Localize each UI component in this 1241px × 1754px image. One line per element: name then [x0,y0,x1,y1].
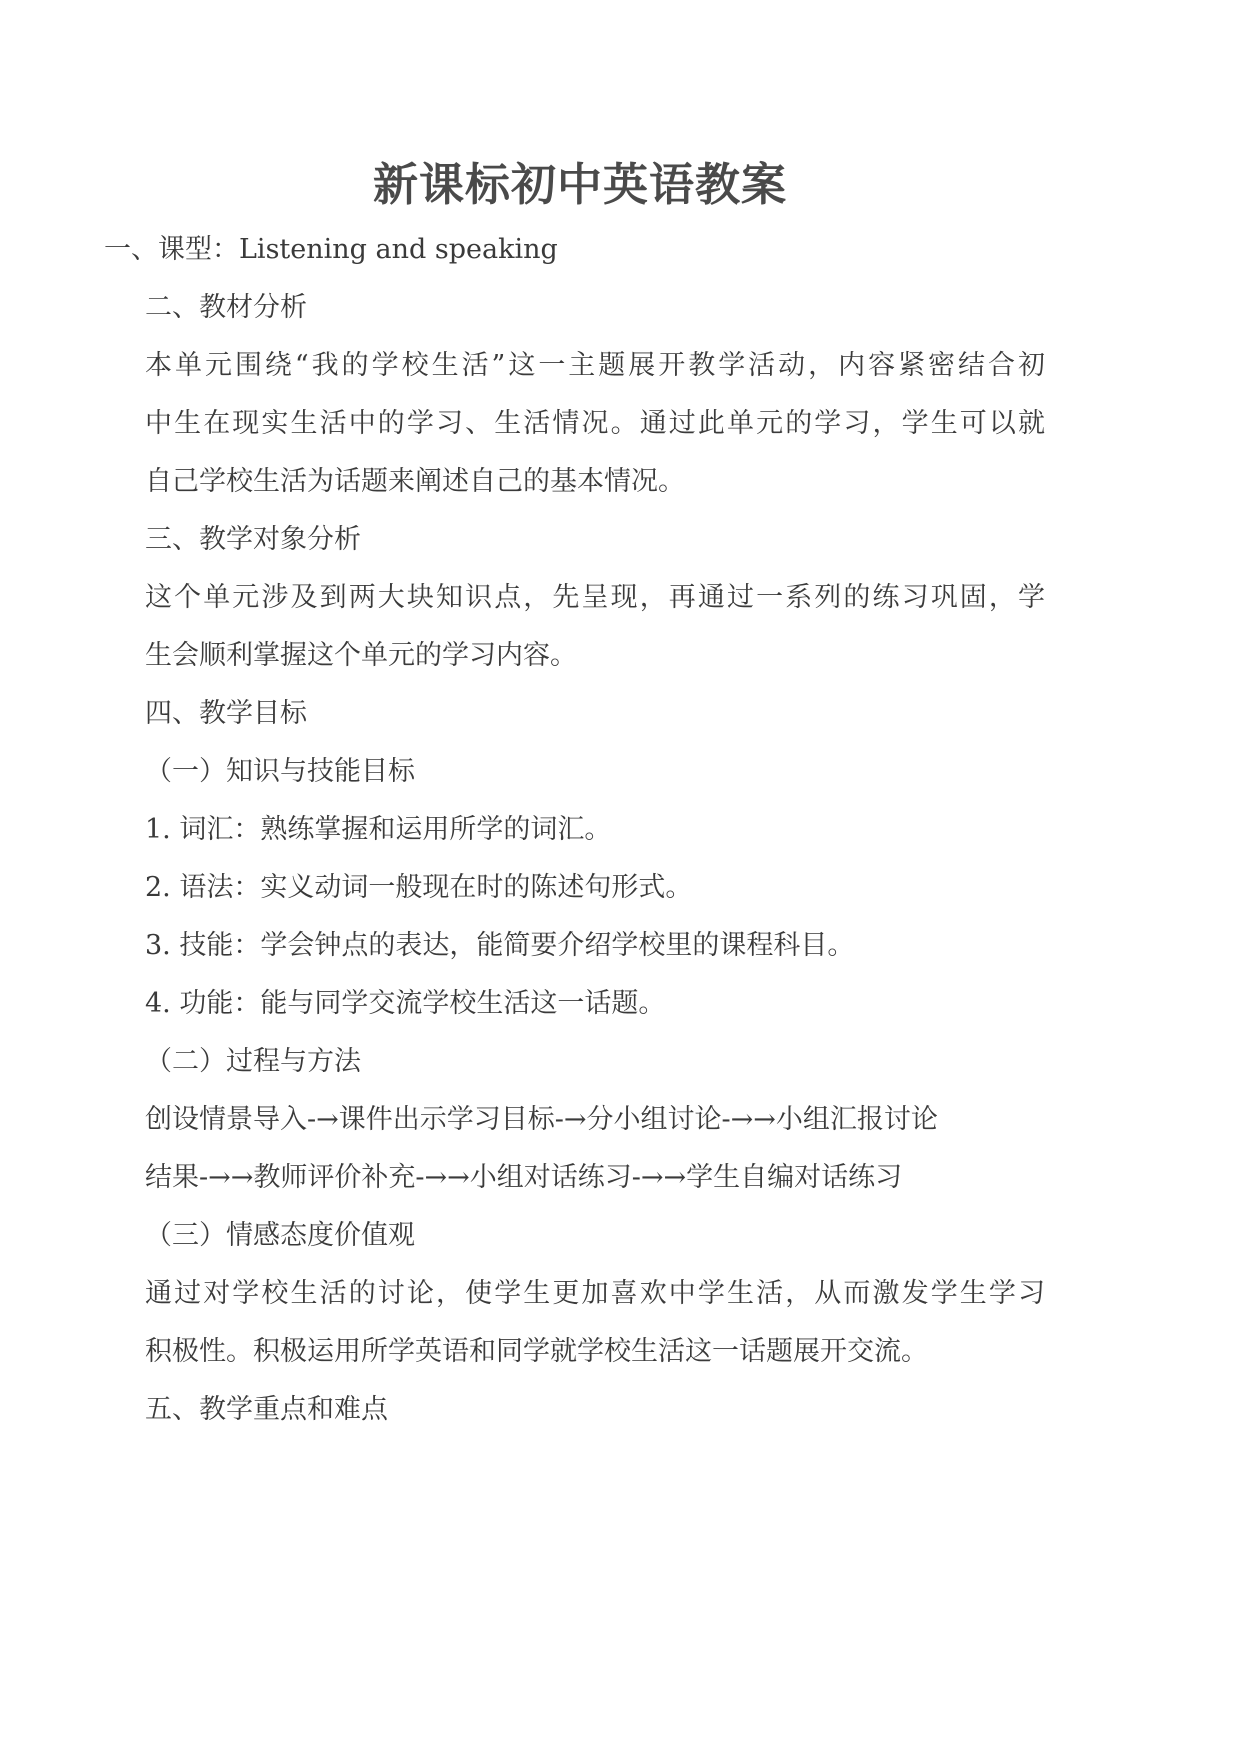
section-heading-material-analysis: 二、教材分析 [145,292,307,323]
paragraph-line: 积极性。积极运用所学英语和同学就学校生活这一话题展开交流。 [145,1336,928,1367]
paragraph-line: 本单元围绕“我的学校生活”这一主题展开教学活动，内容紧密结合初 [145,350,1045,381]
paragraph-line: 通过对学校生活的讨论，使学生更加喜欢中学生活，从而激发学生学习 [145,1278,1045,1309]
lesson-type-line: 一、课型：Listening and speaking [104,234,558,265]
subsection-heading-knowledge-skills: （一）知识与技能目标 [145,756,415,787]
paragraph-line: 创设情景导入-→课件出示学习目标-→分小组讨论-→→小组汇报讨论 [145,1104,938,1135]
list-item: 4. 功能：能与同学交流学校生活这一话题。 [145,988,666,1019]
paragraph-line: 自己学校生活为话题来阐述自己的基本情况。 [145,466,685,497]
paragraph-line: 结果-→→教师评价补充-→→小组对话练习-→→学生自编对话练习 [145,1162,903,1193]
list-item: 2. 语法：实义动词一般现在时的陈述句形式。 [145,872,693,903]
section-heading-key-points: 五、教学重点和难点 [145,1394,388,1425]
section-heading-student-analysis: 三、教学对象分析 [145,524,361,555]
paragraph-line: 生会顺利掌握这个单元的学习内容。 [145,640,577,671]
subsection-heading-process-method: （二）过程与方法 [145,1046,361,1077]
document-title: 新课标初中英语教案 [372,158,787,211]
paragraph-line: 中生在现实生活中的学习、生活情况。通过此单元的学习，学生可以就 [145,408,1045,439]
list-item: 1. 词汇：熟练掌握和运用所学的词汇。 [145,814,612,845]
list-item: 3. 技能：学会钟点的表达，能简要介绍学校里的课程科目。 [145,930,855,961]
subsection-heading-emotion-values: （三）情感态度价值观 [145,1220,415,1251]
section-heading-teaching-objectives: 四、教学目标 [145,698,307,729]
paragraph-line: 这个单元涉及到两大块知识点，先呈现，再通过一系列的练习巩固，学 [145,582,1045,613]
